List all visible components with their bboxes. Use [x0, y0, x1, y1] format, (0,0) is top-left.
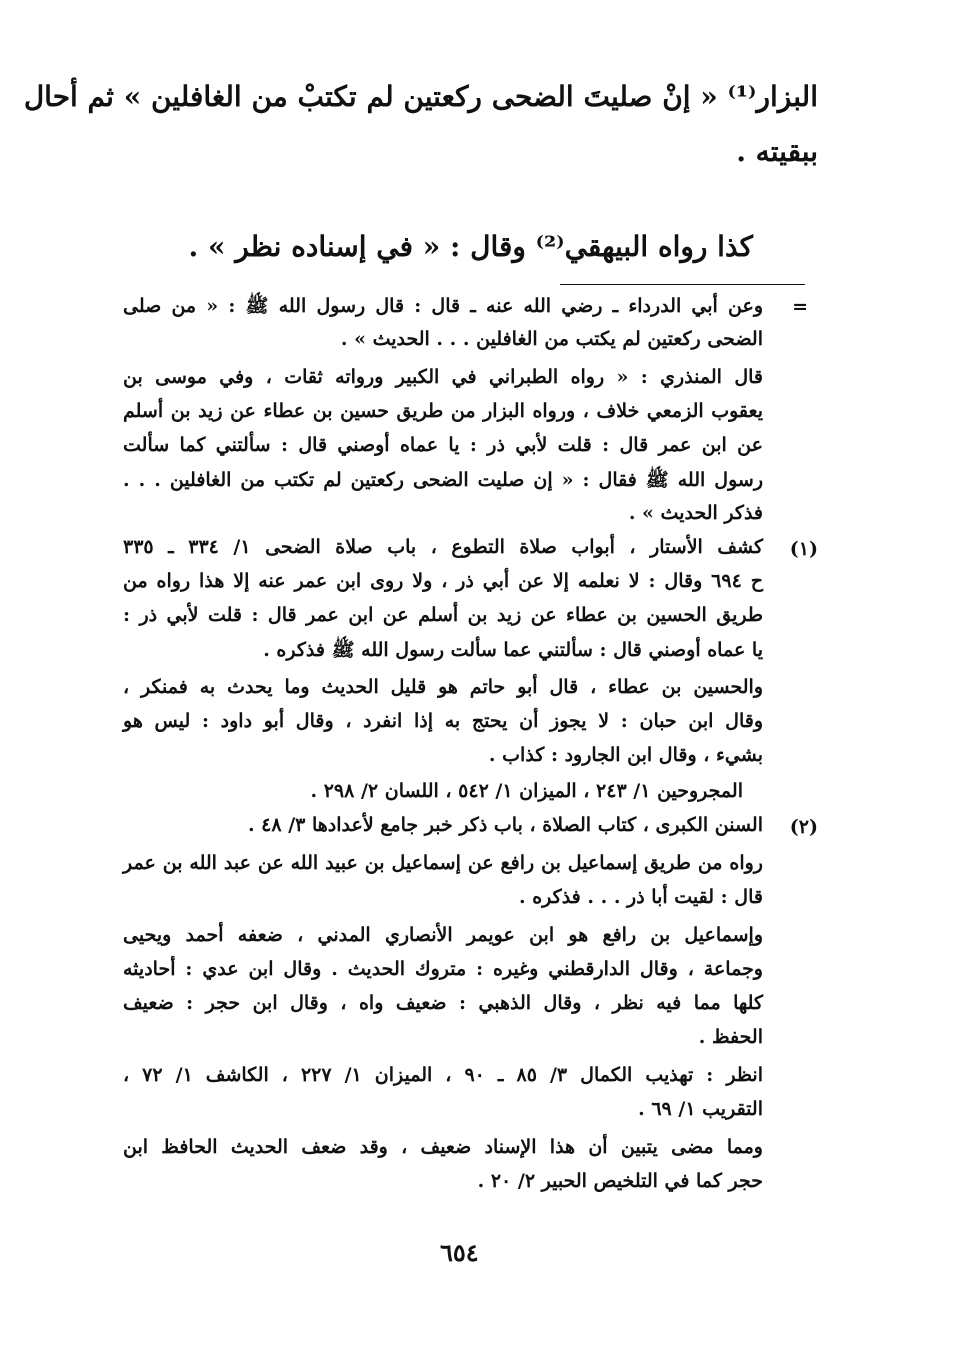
- footnote-line: كلها مما فيه نظر ، وقال الذهبي : ضعيف واه ، وقال ابن حجر : ضعيف: [123, 992, 763, 1014]
- footnote-line: ومما مضى يتبين أن هذا الإسناد ضعيف ، وقد ضعف الحديث الحافظ ابن: [123, 1136, 763, 1158]
- footnote-marker-1: (١): [789, 538, 818, 560]
- footnote-line: رسول الله ﷺ فقال : « إن صليت الضحى ركعتين لم تكتب من الغافلين . . .: [123, 469, 763, 491]
- page-number: ٦٥٤: [440, 1238, 479, 1267]
- footnote-line: وعن أبي الدرداء ـ رضي الله عنه ـ قال : قال رسول الله ﷺ : « من صلى: [123, 295, 763, 317]
- footnote-separator: [560, 284, 805, 285]
- footnote-marker-2: (٢): [789, 816, 818, 838]
- footnote-line: فذكر الحديث » .: [628, 502, 763, 524]
- footnote-line: يا عماه أوصني قال : سألتني عما سألت رسول الله ﷺ فذكره .: [263, 639, 763, 661]
- footnote-line: قال المنذري : « رواه الطبراني في الكبير ورواته ثقات ، وفي موسى بن: [123, 366, 763, 388]
- footnote-line: بشيء ، وقال ابن الجارود : كذاب .: [488, 744, 763, 766]
- footnote-line: وقال ابن حبان : لا يجوز أن يحتج به إذا انفرد ، وقال أبو داود : ليس هو: [123, 710, 763, 732]
- footnote-line: والحسين بن عطاء ، قال أبو حاتم هو قليل الحديث وما يحدث به فمنكر ،: [123, 676, 763, 698]
- footnote-line: انظر : تهذيب الكمال ٣/ ٨٥ ـ ٩٠ ، الميزان ١/ ٢٢٧ ، الكاشف ١/ ٧٢ ،: [123, 1064, 763, 1086]
- main-text-line: ببقيته .: [736, 135, 818, 168]
- footnote-line: عن ابن عمر قال : قلت لأبي ذر : يا عماه أوصني قال : سألتني كما سألت: [123, 434, 763, 456]
- footnote-line: السنن الكبرى ، كتاب الصلاة ، باب ذكر خبر جامع لأعدادها ٣/ ٤٨ .: [247, 814, 763, 836]
- footnote-line: وجماعة ، وقال الدارقطني وغيره : متروك الحديث . وقال ابن عدي : أحاديثه: [123, 958, 763, 980]
- footnote-line: قال : لقيت أبا ذر . . . فذكره .: [518, 886, 763, 908]
- footnote-line: طريق الحسين بن عطاء عن زيد بن أسلم عن ابن عمر قال : قلت لأبي ذر :: [123, 604, 763, 626]
- footnote-line: حجر كما في التلخيص الحبير ٢/ ٢٠ .: [477, 1170, 763, 1192]
- footnote-line: الحفظ .: [698, 1026, 763, 1048]
- footnote-line: ح ٦٩٤ وقال : لا نعلمه إلا عن أبي ذر ، ولا روى ابن عمر عنه إلا هذا رواه من: [123, 570, 763, 592]
- footnote-line: وإسماعيل بن رافع هو ابن عويمر الأنصاري المدني ، ضعفه أحمد ويحيى: [123, 924, 763, 946]
- footnote-line: التقريب ١/ ٦٩ .: [638, 1098, 763, 1120]
- footnote-line: الضحى ركعتين لم يكتب من الغافلين . . . الحديث » .: [340, 328, 763, 350]
- main-text-line: كذا رواه البيهقي⁽²⁾ وقال : « في إسناده نظر » .: [188, 230, 753, 263]
- continuation-marker: =: [792, 296, 808, 318]
- footnote-line: يعقوب الزمعي خلاف ، ورواه البزار من طريق حسين بن عطاء عن زيد بن أسلم: [123, 400, 763, 422]
- footnote-line: كشف الأستار ، أبواب صلاة التطوع ، باب صلاة الضحى ١/ ٣٣٤ ـ ٣٣٥: [123, 536, 764, 558]
- main-text-line: البزار⁽¹⁾ « إنْ صليتَ الضحى ركعتين لم تكتبْ من الغافلين » ثم أحال: [23, 80, 818, 113]
- footnote-line: المجروحين ١/ ٢٤٣ ، الميزان ١/ ٥٤٢ ، اللسان ٢/ ٢٩٨ .: [310, 780, 743, 802]
- footnote-line: رواه من طريق إسماعيل بن رافع عن إسماعيل بن عبيد الله عن عبد الله بن عمر: [123, 852, 763, 874]
